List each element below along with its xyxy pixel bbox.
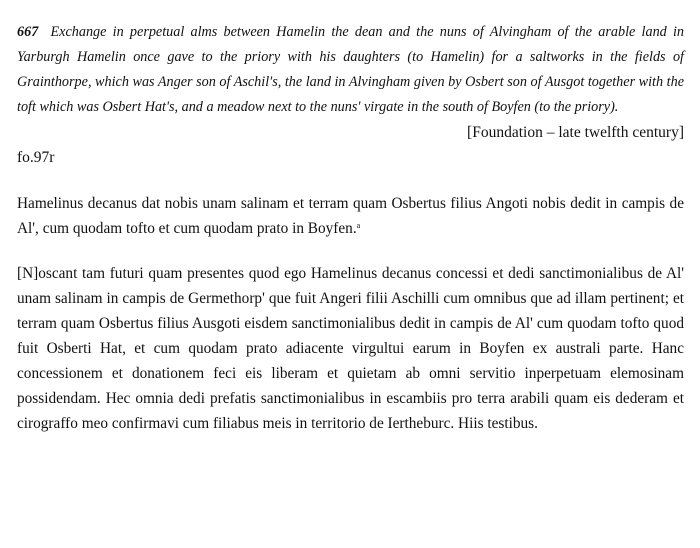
rubric-text: Hamelinus decanus dat nobis unam salinam et terram quam Osbertus filius Angoti nobis dedit in campis de Al', cum quodam tofto et cum quodam prato in Boyfen. — [17, 195, 684, 237]
spacer — [17, 241, 684, 261]
entry-summary — [17, 20, 684, 120]
rubric-paragraph — [17, 191, 684, 241]
entry-number: 667 — [17, 24, 39, 40]
charter-entry — [17, 20, 684, 436]
folio-reference: fo.97r — [17, 149, 55, 166]
footnote-marker: a — [356, 221, 361, 230]
entry-dating: [Foundation – late twelfth century] — [467, 124, 684, 141]
charter-text: [N]oscant tam futuri quam presentes quod ego Hamelinus decanus concessi et dedi sanctimonialibus de Al' unam salinam in campis de Germethorp' que fuit Angeri filii Aschilli cum omnibus que ad illam pertinent; et terram quam Osbertus filius Ausgoti eisdem sanctimonialibus dedit in campis de Al' cum quodam tofto quod fuit Osberti Hat, et cum quodam prato adiacente virgultui earum in Boyfen ex australi parte. Hanc concessionem et donationem feci eis liberam et quietam ab omni servitio inperpetuam elemosinam possidendam. Hec omnia dedi prefatis sanctimonialibus in escambiis pro terra arabili quam eis dederam et cirograffo meo confirmavi cum filiabus meis in territorio de Iertheburc. Hiis testibus. — [17, 265, 684, 432]
entry-summary-text: Exchange in perpetual alms between Hamelin the dean and the nuns of Alvingham of the arable land in Yarburgh Hamelin once gave to the priory with his daughters (to Hamelin) for a saltworks in the fields of Grainthorpe, which was Anger son of Aschil's, the land in Alvingham given by Osbert son of Ausgot together with the toft which was Osbert Hat's, and a meadow next to the nuns' virgate in the south of Boyfen (to the priory). — [17, 24, 685, 115]
spacer — [17, 170, 684, 191]
